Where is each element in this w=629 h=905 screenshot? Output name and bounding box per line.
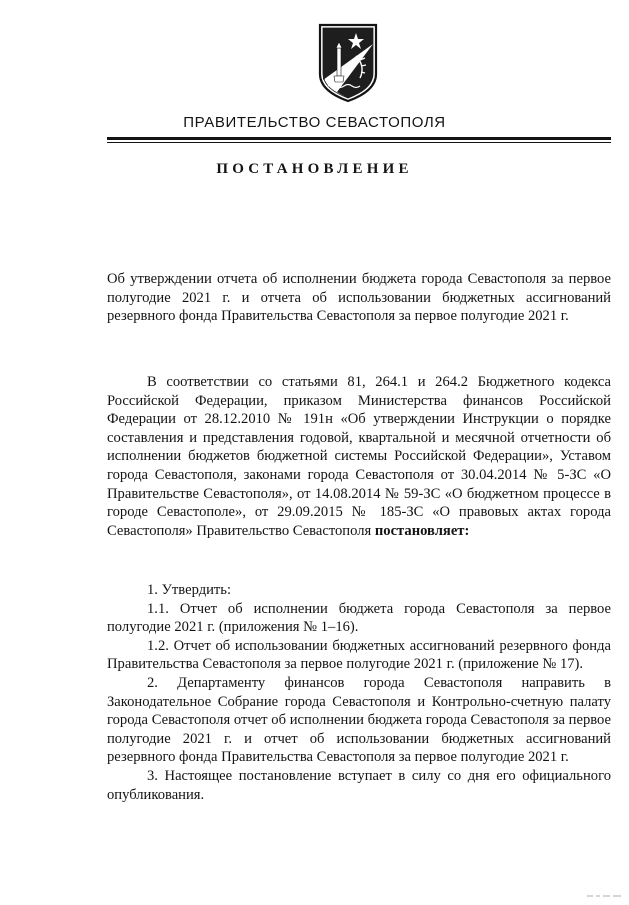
decision-item-1-1: 1.1. Отчет об исполнении бюджета города Севастополя за первое полугодие 2021 г. (приложения № 1–16). bbox=[107, 600, 611, 636]
government-name: ПРАВИТЕЛЬСТВО СЕВАСТОПОЛЯ bbox=[183, 114, 446, 131]
decision-word: постановляет bbox=[374, 522, 465, 539]
decision-item-2: 2. Департаменту финансов города Севастополя направить в Законодательное Собрание города Севастополя и Контрольно-счетную палату города Севастополя отчет об исполнении бюджета города Севастополя за первое полугодие 2021 г. и отчет об использовании бюджетных ассигнований резервного фонда Правительства Севастополя за первое полугодие 2021 г. bbox=[107, 674, 611, 766]
sevastopol-coat-of-arms-icon bbox=[316, 22, 380, 104]
document-type-title: ПОСТАНОВЛЕНИЕ bbox=[216, 161, 413, 177]
header-rule-thin bbox=[107, 142, 611, 143]
scan-artifact bbox=[587, 893, 621, 899]
header-rule-thick bbox=[107, 137, 611, 140]
preamble-paragraph bbox=[107, 373, 611, 540]
decision-item-1-2: 1.2. Отчет об использовании бюджетных ассигнований резервного фонда Правительства Севастополя за первое полугодие 2021 г. (приложение № 17). bbox=[107, 637, 611, 673]
document-subject bbox=[107, 270, 611, 326]
decision-items bbox=[107, 581, 611, 804]
decision-item-1: 1. Утвердить: bbox=[147, 582, 232, 598]
decision-item-3: 3. Настоящее постановление вступает в силу со дня его официального опубликования. bbox=[107, 767, 611, 803]
preamble-text: В соответствии со статьями 81, 264.1 и 264.2 Бюджетного кодекса Российской Федерации, приказом Министерства финансов Российской Федерации от 28.12.2010 № 191н «Об утверждении Инструкции о порядке составления и представления годовой, квартальной и месячной отчетности об исполнении бюджетов бюджетной системы Российской Федерации», Уставом города Севастополя, законами города Севастополя от 30.04.2014 № 5-ЗС «О Правительстве Севастополя», от 14.08.2014 № 59-ЗС «О бюджетном процессе в городе Севастополе», от 29.09.2015 № 185-ЗС «О правовых актах города Севастополя» Правительство Севастополя bbox=[107, 374, 611, 539]
preamble-ending: : bbox=[464, 522, 470, 539]
subject-text: Об утверждении отчета об исполнении бюджета города Севастополя за первое полугодие 2021 г. и отчета об использовании бюджетных ассигнований резервного фонда Правительства Севастополя за первое полугодие 2021 г. bbox=[107, 271, 611, 325]
document-preamble bbox=[107, 373, 611, 540]
